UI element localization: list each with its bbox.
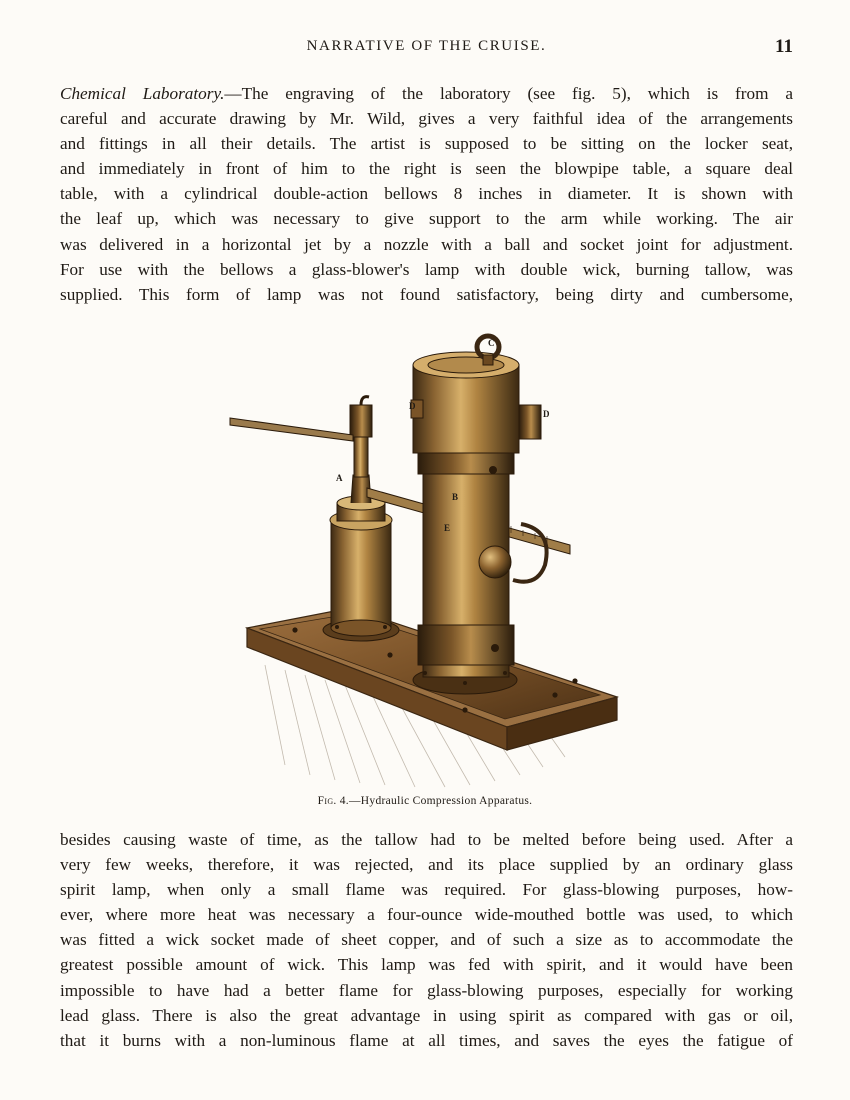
line-4: ever, where more heat was necessary a four-ounce wide-mouthed bottle was used, to which: [60, 905, 793, 925]
caption-number: Fig. 4.: [317, 795, 349, 807]
line-7: impossible to have had a better flame for glass-blowing purposes, especially for working: [60, 980, 793, 1000]
line-1: [60, 84, 793, 103]
line-6: the leaf up, which was necessary to give support to the arm while working. The air: [60, 209, 793, 229]
line-9: supplied. This form of lamp was not found satisfactory, being dirty and cumbersome,: [60, 284, 793, 304]
label-d-right: D: [543, 409, 550, 419]
line-3: spirit lamp, when only a small flame was required. For glass-blowing purposes, how-: [60, 880, 793, 900]
page-header: [60, 38, 793, 62]
line-8: lead glass. There is also the great advantage in using spirit as compared with gas or oil,: [60, 1005, 793, 1025]
line-8: For use with the bellows a glass-blower's lamp with double wick, burning tallow, was: [60, 259, 793, 279]
line-2: very few weeks, therefore, it was rejected, and its place supplied by an ordinary glass: [60, 855, 793, 875]
line-7: was delivered in a horizontal jet by a nozzle with a ball and socket joint for adjustment.: [60, 234, 793, 254]
title-dash: —: [224, 84, 242, 103]
line-5: table, with a cylindrical double-action bellows 8 inches in diameter. It is shown with: [60, 184, 793, 204]
line-1: besides causing waste of time, as the tallow had to be melted before being used. After a: [60, 830, 793, 849]
figure-caption: [0, 795, 850, 807]
label-d-left: D: [409, 401, 416, 411]
paragraph-chemical-laboratory: [60, 81, 793, 307]
label-c: C: [488, 338, 495, 348]
line-3: and fittings in all their details. The artist is supposed to be sitting on the locker seat,: [60, 134, 793, 154]
figure-hydraulic-apparatus: [225, 325, 625, 795]
line-1-text: The engraving of the laboratory (see fig. 5), which is from a: [241, 84, 793, 103]
running-head: NARRATIVE OF THE CRUISE.: [306, 38, 547, 54]
line-4: and immediately in front of him to the right is seen the blowpipe table, a square deal: [60, 159, 793, 179]
label-b: B: [452, 492, 459, 502]
line-9: that it burns with a non-luminous flame at all times, and saves the eyes the fatigue of: [60, 1030, 793, 1050]
tall-cylinder: [411, 336, 547, 694]
line-6: greatest possible amount of wick. This lamp was fed with spirit, and it would have been: [60, 955, 793, 975]
apparatus-illustration: [225, 325, 625, 795]
label-a: A: [336, 473, 343, 483]
page-number: 11: [775, 36, 793, 57]
paragraph-continuation: [60, 827, 793, 1053]
line-5: was fitted a wick socket made of sheet copper, and of such a size as to accommodate the: [60, 930, 793, 950]
line-2: careful and accurate drawing by Mr. Wild, gives a very faithful idea of the arrangements: [60, 109, 793, 129]
label-e: E: [444, 523, 451, 533]
caption-text: —Hydraulic Compression Apparatus.: [348, 795, 533, 807]
section-title: Chemical Laboratory.: [60, 84, 225, 103]
